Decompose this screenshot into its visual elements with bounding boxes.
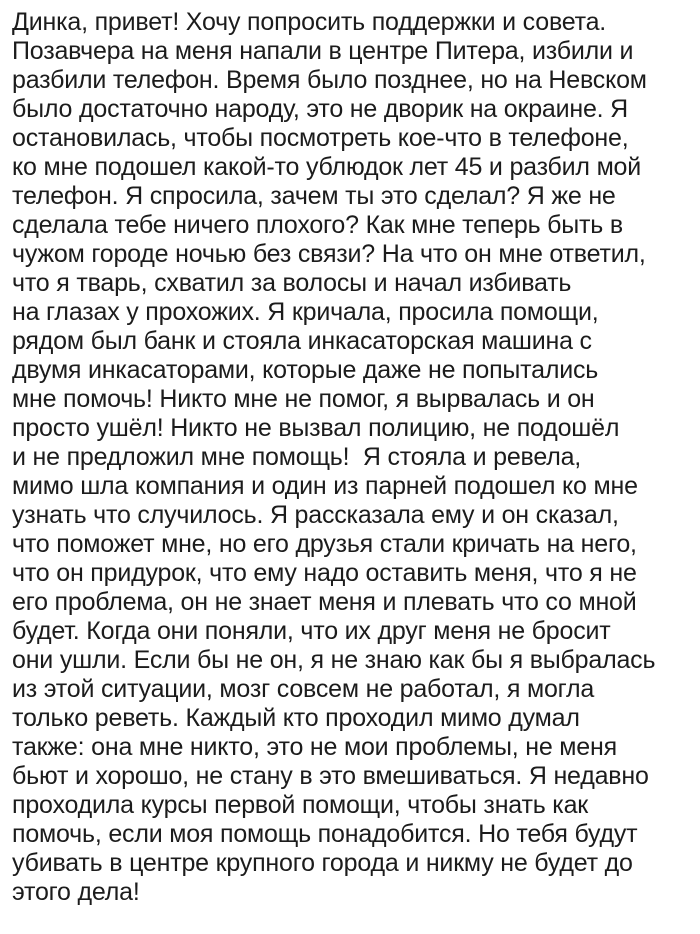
message-line: остановилась, чтобы посмотреть кое-что в телефоне, <box>12 124 629 152</box>
message-line: этого дела! <box>12 878 140 906</box>
message-line: и не предложил мне помощь! Я стояла и ревела, <box>12 443 582 471</box>
message-line: также: она мне никто, это не мои проблемы, не меня <box>12 733 617 761</box>
message-line: чужом городе ночью без связи? На что он мне ответил, <box>12 240 646 268</box>
message-line: телефон. Я спросила, зачем ты это сделал? Я же не <box>12 182 616 210</box>
message-line: помочь, если моя помощь понадобится. Но тебя будут <box>12 820 638 848</box>
message-line: на глазах у прохожих. Я кричала, просила помощи, <box>12 298 599 326</box>
message-line: они ушли. Если бы не он, я не знаю как бы я выбралась <box>12 646 656 674</box>
message-line: что он придурок, что ему надо оставить меня, что я не <box>12 559 637 587</box>
message-line: будет. Когда они поняли, что их друг меня не бросит <box>12 617 611 645</box>
message-line: проходила курсы первой помощи, чтобы знать как <box>12 791 589 819</box>
message-line: сделала тебе ничего плохого? Как мне теперь быть в <box>12 211 623 239</box>
message-line: рядом был банк и стояла инкасаторская машина с <box>12 327 592 355</box>
message-line: узнать что случилось. Я рассказала ему и он сказал, <box>12 501 619 529</box>
message-line: Позавчера на меня напали в центре Питера, избили и <box>12 37 634 65</box>
message-line: было достаточно народу, это не дворик на окраине. Я <box>12 95 629 123</box>
message-text <box>12 8 692 907</box>
message-line: его проблема, он не знает меня и плевать что со мной <box>12 588 637 616</box>
message-line: Динка, привет! Хочу попросить поддержки и совета. <box>12 8 607 36</box>
message-line: двумя инкасаторами, которые даже не попытались <box>12 356 599 384</box>
message-line: что я тварь, схватил за волосы и начал избивать <box>12 269 572 297</box>
message-line: бьют и хорошо, не стану в это вмешиваться. Я недавно <box>12 762 649 790</box>
message-line: ко мне подошел какой-то ублюдок лет 45 и разбил мой <box>12 153 642 181</box>
message-line: только реветь. Каждый кто проходил мимо думал <box>12 704 580 732</box>
message-line: разбили телефон. Время было позднее, но на Невском <box>12 66 647 94</box>
message-line: просто ушёл! Никто не вызвал полицию, не подошёл <box>12 414 620 442</box>
message-line: что поможет мне, но его друзья стали кричать на него, <box>12 530 637 558</box>
message-line: мне помочь! Никто мне не помог, я вырвалась и он <box>12 385 595 413</box>
message-line: мимо шла компания и один из парней подошел ко мне <box>12 472 638 500</box>
message-line: убивать в центре крупного города и никму не будет до <box>12 849 633 877</box>
message-line: из этой ситуации, мозг совсем не работал, я могла <box>12 675 595 703</box>
